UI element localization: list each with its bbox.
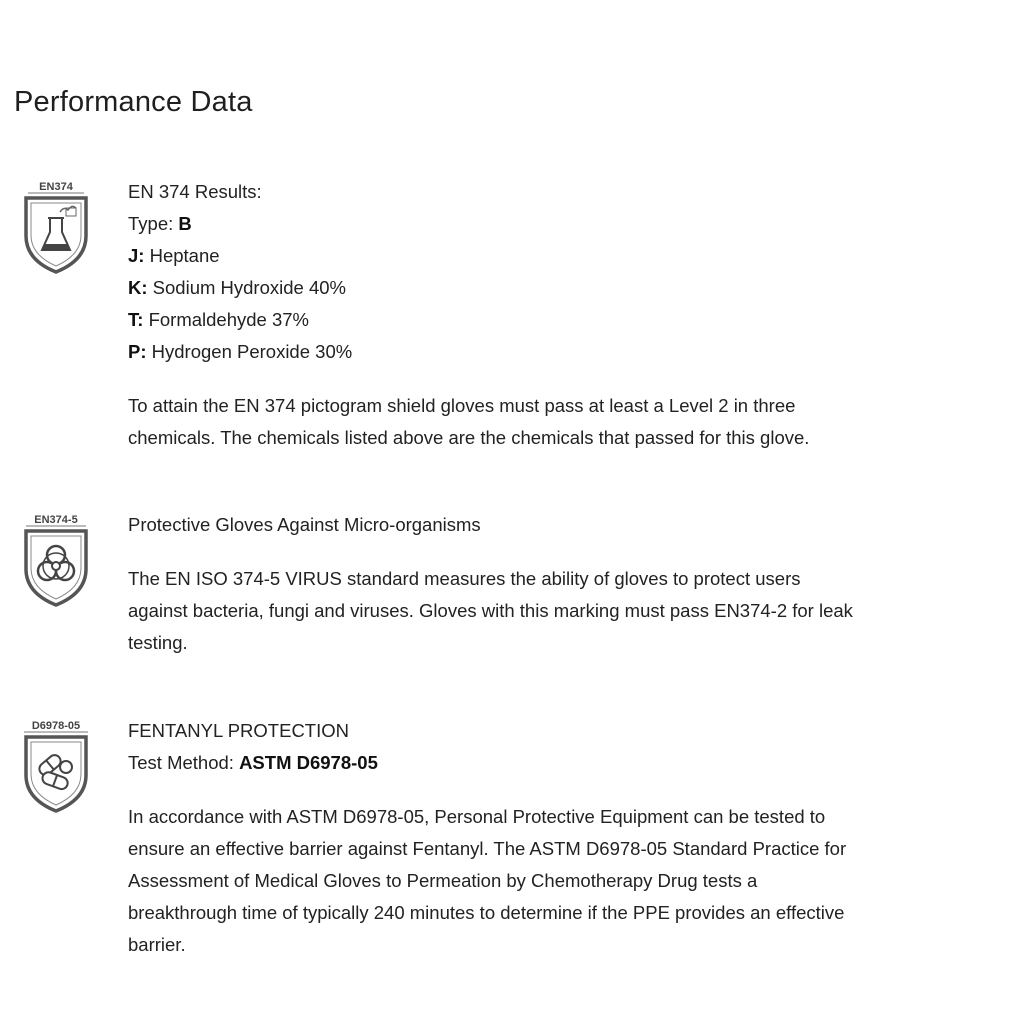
chemical-name: Heptane — [149, 245, 220, 266]
en374-type-row — [128, 208, 1008, 240]
en374-5-biohazard-shield-icon — [20, 511, 92, 607]
en374-5-heading: Protective Gloves Against Micro-organisms — [128, 514, 481, 535]
d6978-05-badge — [20, 717, 92, 813]
d6978-05-description-line: Assessment of Medical Gloves to Permeation by Chemotherapy Drug tests a — [128, 870, 758, 891]
en374-5-badge — [20, 511, 92, 607]
test-method-value: ASTM D6978-05 — [239, 752, 378, 773]
page-title: Performance Data — [14, 86, 253, 118]
d6978-05-content — [128, 715, 1008, 961]
en374-heading: EN 374 Results: — [128, 181, 262, 202]
en374-type-value: B — [178, 213, 192, 234]
en374-5-description-line: The EN ISO 374-5 VIRUS standard measures the ability of gloves to protect users — [128, 568, 801, 589]
chemical-code: T: — [128, 309, 144, 330]
chemical-row — [128, 240, 1008, 272]
en374-badge — [20, 178, 92, 274]
en374-5-description-line: against bacteria, fungi and viruses. Gloves with this marking must pass EN374-2 for leak — [128, 600, 853, 621]
chemical-code: K: — [128, 277, 148, 298]
chemical-row — [128, 336, 1008, 368]
d6978-05-description-line: breakthrough time of typically 240 minutes to determine if the PPE provides an effective — [128, 902, 845, 923]
en374-5-description-line: testing. — [128, 632, 188, 653]
d6978-05-description-line: In accordance with ASTM D6978-05, Personal Protective Equipment can be tested to — [128, 806, 826, 827]
d6978-05-heading: FENTANYL PROTECTION — [128, 720, 349, 741]
en374-5-badge-label: EN374-5 — [34, 514, 78, 526]
chemical-code: P: — [128, 341, 147, 362]
en374-type-label: Type: — [128, 213, 174, 234]
chemical-code: J: — [128, 245, 145, 266]
d6978-05-description-line: barrier. — [128, 934, 186, 955]
chemical-name: Formaldehyde 37% — [148, 309, 309, 330]
d6978-05-badge-label: D6978-05 — [31, 720, 81, 732]
chemical-row — [128, 304, 1008, 336]
en374-chemical-shield-icon — [20, 178, 92, 274]
en374-5-content — [128, 509, 1008, 659]
en374-content — [128, 176, 1008, 454]
en374-description-line: chemicals. The chemicals listed above are the chemicals that passed for this glove. — [128, 427, 810, 448]
chemical-name: Hydrogen Peroxide 30% — [151, 341, 353, 362]
en374-description-line: To attain the EN 374 pictogram shield gloves must pass at least a Level 2 in three — [128, 395, 796, 416]
test-method-label: Test Method: — [128, 752, 234, 773]
test-method-row — [128, 747, 1008, 779]
d6978-05-description-line: ensure an effective barrier against Fentanyl. The ASTM D6978-05 Standard Practice for — [128, 838, 847, 859]
chemical-name: Sodium Hydroxide 40% — [152, 277, 346, 298]
chemical-row — [128, 272, 1008, 304]
en374-badge-label: EN374 — [39, 181, 73, 193]
d6978-05-pills-shield-icon — [20, 717, 92, 813]
